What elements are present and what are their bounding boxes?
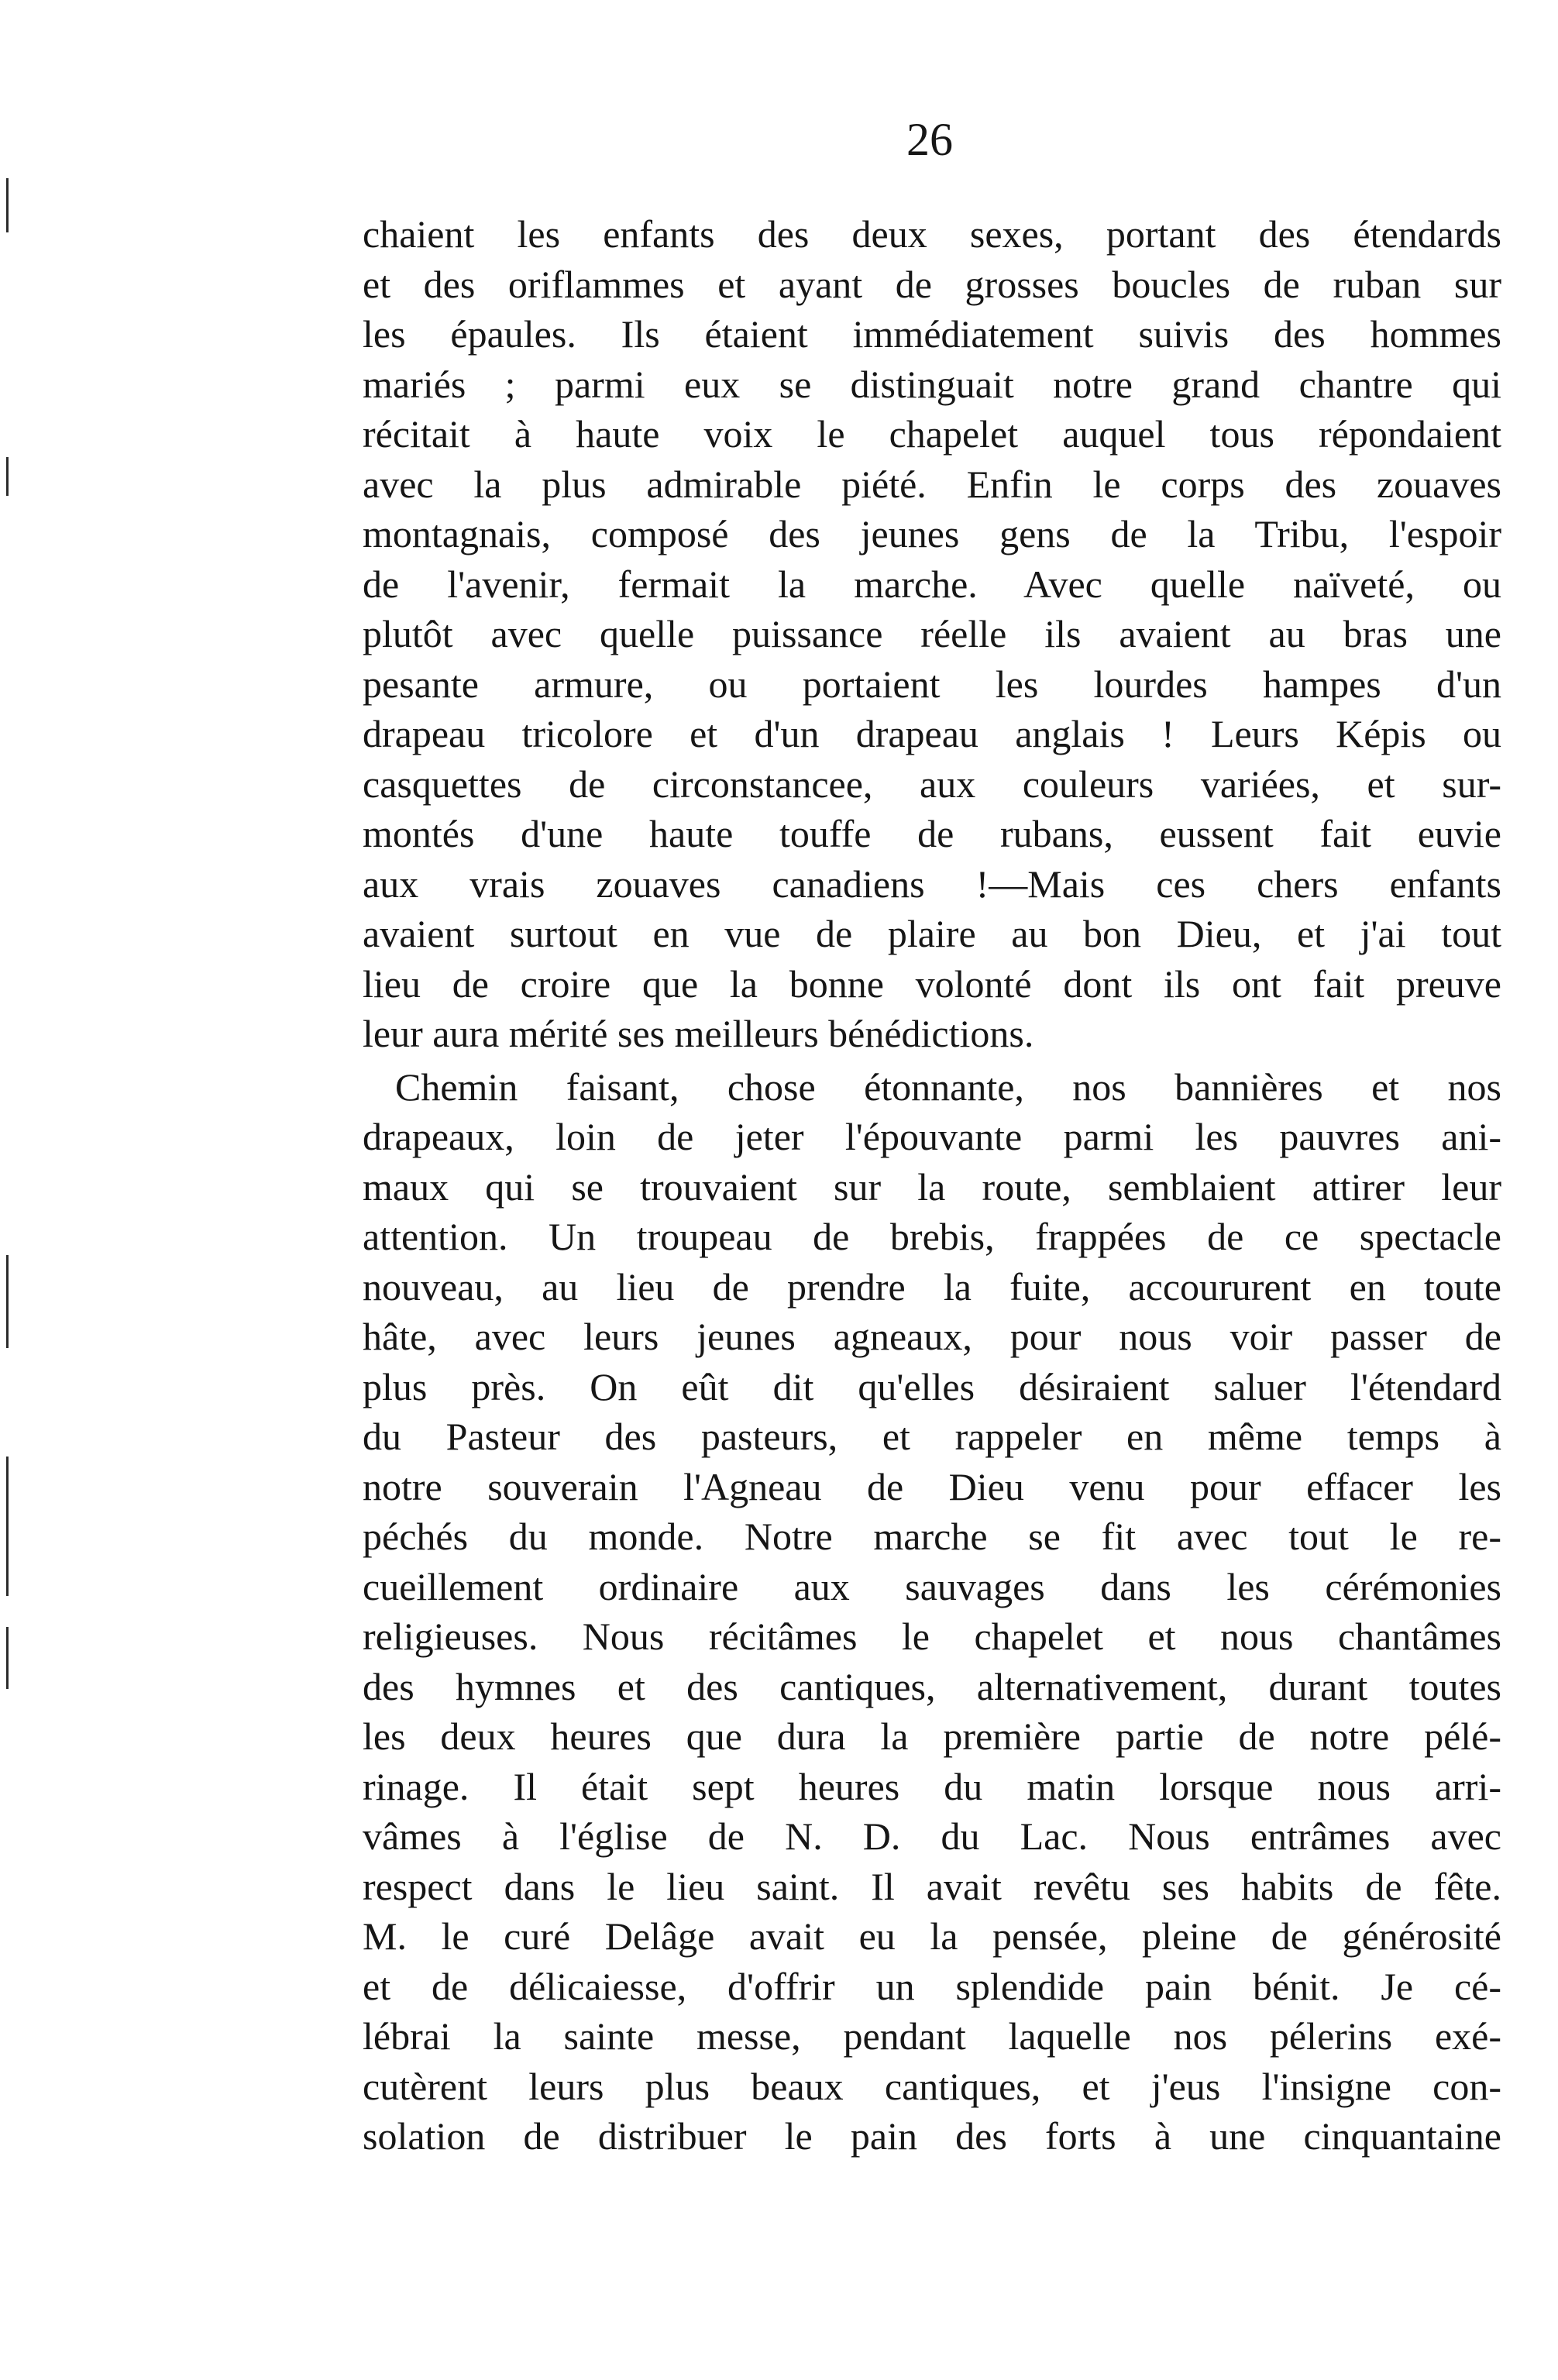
text-line: de l'avenir, fermait la marche. Avec quelle naïveté, ou [363,562,1501,606]
scan-margin-mark [6,178,9,232]
text-line: pesante armure, ou portaient les lourdes hampes d'un [363,662,1501,706]
text-line: plutôt avec quelle puissance réelle ils avaient au bras une [363,612,1501,655]
text-line: solation de distribuer le pain des forts à une cinquantaine [363,2114,1501,2158]
scan-margin-mark [6,1457,9,1596]
text-line: M. le curé Delâge avait eu la pensée, pleine de générosité [363,1914,1501,1958]
page-number: 26 [906,114,953,165]
text-line: plus près. On eût dit qu'elles désiraient saluer l'étendard [363,1364,1501,1408]
scan-margin-mark [6,457,9,496]
text-line: chaient les enfants des deux sexes, portant des étendards [363,212,1501,256]
text-line: et des oriflammes et ayant de grosses boucles de ruban sur [363,262,1501,306]
text-line: drapeau tricolore et d'un drapeau anglais ! Leurs Képis ou [363,712,1501,755]
text-line: respect dans le lieu saint. Il avait revêtu ses habits de fête. [363,1864,1501,1908]
text-line: attention. Un troupeau de brebis, frappées de ce spectacle [363,1215,1501,1258]
text-line: des hymnes et des cantiques, alternativement, durant toutes [363,1664,1501,1708]
text-line: les deux heures que dura la première partie de notre pélé- [363,1714,1501,1758]
text-line: leur aura mérité ses meilleurs bénédictions. [363,1012,1034,1055]
text-line: péchés du monde. Notre marche se fit avec tout le re- [363,1515,1501,1558]
text-line: les épaules. Ils étaient immédiatement suivis des hommes [363,312,1501,356]
text-line: maux qui se trouvaient sur la route, semblaient attirer leur [363,1164,1501,1209]
text-line: aux vrais zouaves canadiens !—Mais ces chers enfants [363,862,1501,906]
text-line: Chemin faisant, chose étonnante, nos bannières et nos [395,1064,1501,1109]
text-line: religieuses. Nous récitâmes le chapelet et nous chantâmes [363,1615,1501,1658]
text-line: du Pasteur des pasteurs, et rappeler en même temps à [363,1415,1501,1458]
text-line: avaient surtout en vue de plaire au bon Dieu, et j'ai tout [363,912,1501,955]
text-line: lébrai la sainte messe, pendant laquelle nos pélerins exé- [363,2014,1501,2058]
text-line: avec la plus admirable piété. Enfin le corps des zouaves [363,462,1501,506]
text-line: mariés ; parmi eux se distinguait notre grand chantre qui [363,362,1501,406]
scan-margin-mark [6,1255,9,1348]
text-line: vâmes à l'église de N. D. du Lac. Nous entrâmes avec [363,1814,1501,1858]
text-line: hâte, avec leurs jeunes agneaux, pour nous voir passer de [363,1315,1501,1358]
text-line: rinage. Il était sept heures du matin lorsque nous arri- [363,1764,1501,1808]
text-line: nouveau, au lieu de prendre la fuite, accoururent en toute [363,1264,1501,1309]
text-line: drapeaux, loin de jeter l'épouvante parmi les pauvres ani- [363,1115,1501,1158]
text-line: montés d'une haute touffe de rubans, eussent fait euvie [363,812,1501,855]
text-line: récitait à haute voix le chapelet auquel tous répondaient [363,412,1501,456]
text-line: notre souverain l'Agneau de Dieu venu pour effacer les [363,1464,1501,1508]
text-line: cueillement ordinaire aux sauvages dans les cérémonies [363,1564,1501,1608]
text-line: montagnais, composé des jeunes gens de la Tribu, l'espoir [363,512,1501,555]
paragraph [363,209,1501,1059]
text-line: casquettes de circonstancee, aux couleurs variées, et sur- [363,762,1501,806]
text-line: cutèrent leurs plus beaux cantiques, et j'eus l'insigne con- [363,2064,1501,2108]
paragraph [363,1062,1501,2162]
scan-margin-mark [6,1627,9,1689]
body-text [363,209,1501,2162]
text-line: et de délicaiesse, d'offrir un splendide pain bénit. Je cé- [363,1964,1501,2008]
text-line: lieu de croire que la bonne volonté dont ils ont fait preuve [363,961,1501,1006]
